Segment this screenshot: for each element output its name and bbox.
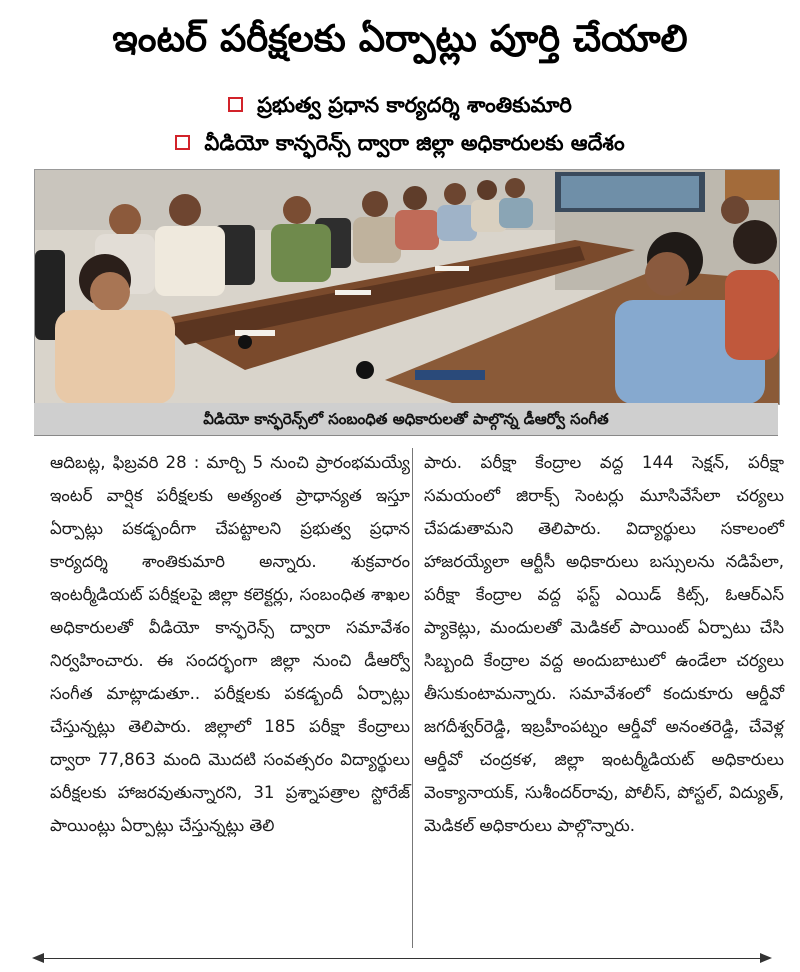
meeting-photo-illustration — [35, 170, 779, 404]
subheading-1-text: ప్రభుత్వ ప్రధాన కార్యదర్శి శాంతికుమారి — [257, 93, 572, 117]
body-text-left: ఆదిబట్ల, ఫిబ్రవరి 28 : మార్చి 5 నుంచి ప్రారంభమయ్యే ఇంటర్ వార్షిక పరీక్షలకు అత్యంత ప్రాధాన్యత ఇస్తూ ఏర్పాట్లు పకడ్బందీగా చేపట్టాలని ప్రభుత్వ ప్రధాన కార్యదర్శి శాంతికుమారి అన్నారు. శుక్రవారం ఇంటర్మీడియట్ పరీక్షలపై జిల్లా కలెక్టర్లు, సంబంధిత శాఖల అధికారులతో వీడియో కాన్ఫరెన్స్ ద్వారా సమావేశం నిర్వహించారు. ఈ సందర్భంగా జిల్లా నుంచి డీఆర్వో సంగీత మాట్లాడుతూ.. పరీక్షలకు పకడ్బందీ ఏర్పాట్లు చేస్తున్నట్లు తెలిపారు. జిల్లాలో 185 పరీక్షా కేంద్రాలు ద్వారా 77,863 మంది మొదటి సంవత్సరం విద్యార్థులు పరీక్షలకు హాజరవుతున్నారని, 31 ప్రశ్నాపత్రాల స్టోరేజ్ పాయింట్లు ఏర్పాట్లు చేస్తున్నట్లు తెలి — [50, 453, 410, 835]
body-column-right — [424, 446, 784, 842]
body-column-left — [50, 446, 410, 842]
subheading-2-text: వీడియో కాన్ఫరెన్స్ ద్వారా జిల్లా అధికారులకు ఆదేశం — [204, 131, 625, 155]
photo-caption: వీడియో కాన్ఫరెన్స్‌లో సంబంధిత అధికారులతో పాల్గొన్న డీఆర్వో సంగీత — [34, 403, 778, 436]
square-bullet-icon — [228, 97, 243, 112]
arrow-right-icon — [760, 953, 772, 963]
body-text-right: పారు. పరీక్షా కేంద్రాల వద్ద 144 సెక్షన్, పరీక్షా సమయంలో జిరాక్స్ సెంటర్లు మూసివేసేలా చర్యలు చేపడుతామని తెలిపారు. విద్యార్థులు సకాలంలో హాజరయ్యేలా ఆర్టీసీ అధికారులు బస్సులను నడిపేలా, పరీక్షా కేంద్రాల వద్ద ఫస్ట్ ఎయిడ్ కిట్స్, ఓఆర్‌ఎస్ ప్యాకెట్లు, మందులతో మెడికల్ పాయింట్ ఏర్పాటు చేసి సిబ్బంది కేంద్రాల వద్ద అందుబాటులో ఉండేలా చర్యలు తీసుకుంటామన్నారు. సమావేశంలో కందుకూరు ఆర్డీవో జగదీశ్వర్‌రెడ్డి, ఇబ్రహీంపట్నం ఆర్డీవో అనంతరెడ్డి, చేవెళ్ల ఆర్డీవో చంద్రకళ, జిల్లా ఇంటర్మీడియట్ అధికారులు వెంక్యానాయక్, సుశీందర్‌రావు, పోలీస్, పోస్టల్, విద్యుత్, మెడికల్ అధికారులు పాల్గొన్నారు. — [424, 453, 784, 835]
bottom-rule — [40, 958, 764, 959]
headline: ఇంటర్ పరీక్షలకు ఏర్పాట్లు పూర్తి చేయాలి — [112, 17, 688, 60]
meeting-photo — [34, 169, 780, 405]
square-bullet-icon — [175, 135, 190, 150]
column-divider — [412, 448, 413, 948]
subheading-2 — [0, 126, 800, 160]
subheading-1 — [0, 88, 800, 122]
